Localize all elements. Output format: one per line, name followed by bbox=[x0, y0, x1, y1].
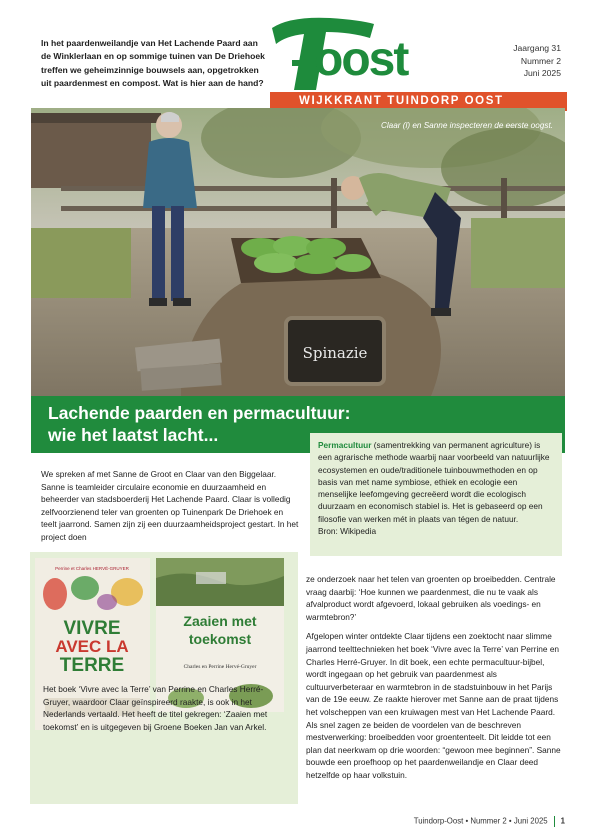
sidebar-term: Permacultuur bbox=[318, 440, 372, 450]
logo-dash bbox=[292, 60, 314, 66]
footer-nummer: Nummer 2 bbox=[470, 816, 507, 826]
garden-scene bbox=[31, 108, 565, 396]
article-column-2 bbox=[306, 573, 562, 789]
issue-jaargang: Jaargang 31 bbox=[513, 43, 561, 53]
logo-subtitle-band: WIJKKRANT TUINDORP OOST bbox=[270, 92, 567, 111]
book2-authors: Charles en Perrine Hervé-Gruyer bbox=[183, 664, 257, 670]
sidebar-text: (samentrekking van permanent agriculture) is een agrarische methode waarbij naar voorbeeld van natuurlijke ecosystemen en oude/traditionele tuinbouwmethoden en op basis van met name symbiose, ethiek en ecologie een menselijke leefomgeving gecreëerd wordt die ecologisch duurzaam en economisch stabiel is. Het is gebaseerd op een filosofie van werken mét in plaats van tégen de natuur. bbox=[318, 440, 550, 524]
intro-text: In het paardenweilandje van Het Lachende Paard aan de Winklerlaan en op sommige tuinen van De Driehoek treffen we geheimzinnige bouwsels aan, opgetrokken uit paardenmest en compost. Wat is hier aan de hand? bbox=[41, 38, 265, 88]
footer-divider bbox=[554, 816, 555, 827]
issue-nummer: Nummer 2 bbox=[520, 55, 561, 66]
column-2-paragraph-1: ze onderzoek naar het telen van groenten op broeibedden. Centrale vraag daarbij: ‘Hoe kunnen we paardenmest, die nu te vaak als afvalproduct wordt afgevoerd, lokaal gebruiken als voedings- en warmtebron?’ bbox=[306, 574, 556, 622]
chalkboard-sign-text: Spinazie bbox=[302, 344, 368, 362]
logo-wordmark: oost bbox=[314, 33, 408, 86]
lead-photo bbox=[31, 108, 565, 396]
book1-title-2: AVEC LA bbox=[55, 637, 129, 656]
column-2-paragraph-2: Afgelopen winter ontdekte Claar tijdens een zoektocht naar slimme jaarrond teelttechnieken het boek ‘Vivre avec la Terre’ van Perrine en Charles Herré-Gruyer. In dit boek, een echte permacultuur-bijbel, wordt ingegaan op het gebruik van paardenmest als cultuurverbeteraar en warmtebron in de stadstuinbouw in het Parijs van de 19e eeuw. Ze raakte hierover met Sanne aan de praat tijdens het volscheppen van een kruiwagen mest van Het Lachende Paard. Als snel zagen ze beiden de voordelen van de beschreven mestverwerking: broeibedden voor groententeelt. Dit leidde tot een plan dat neerkwam op drie woorden: “gewoon mee beginnen”. Sanne bouwde een proefhoop op het paardenweilandje en Claar deed hetzelfde op haar volkstuin. bbox=[306, 631, 561, 780]
sidebar-source: Bron: Wikipedia bbox=[318, 526, 377, 537]
photo-caption: Claar (l) en Sanne inspecteren de eerste oogst. bbox=[380, 121, 553, 130]
book1-authors: Perrine et Charles HERVÉ-GRUYER bbox=[55, 566, 129, 571]
book1-title-3: TERRE bbox=[59, 655, 125, 676]
issue-info bbox=[513, 42, 561, 80]
footer-bullet-2: • bbox=[508, 816, 512, 826]
book-box bbox=[30, 552, 298, 804]
page-number: 1 bbox=[560, 816, 565, 826]
footer-name: Tuindorp-Oost bbox=[413, 816, 464, 826]
book1-title-1: VIVRE bbox=[63, 618, 121, 639]
footer-bullet-1: • bbox=[465, 816, 469, 826]
headline-line-1: Lachende paarden en permacultuur: bbox=[48, 403, 351, 423]
book2-title-2: toekomst bbox=[188, 631, 252, 647]
footer-date: Juni 2025 bbox=[513, 816, 548, 826]
book2-title-1: Zaaien met bbox=[183, 613, 257, 629]
page-footer bbox=[414, 816, 565, 827]
issue-date: Juni 2025 bbox=[523, 68, 561, 78]
permacultuur-sidebar bbox=[310, 433, 562, 556]
article-column-1: We spreken af met Sanne de Groot en Claar van den Biggelaar. Sanne is teamleider circulaire economie en duurzaamheid en beheerder van stadsboerderij Het Lachende Paard. Claar is volledig zelfvoorzienend teler van groenten op Tuinenpark De Driehoek en teelt jaarrond. Samen zijn zij een duurzaamheidsproject gestart. In het project doen bbox=[41, 469, 299, 542]
book-caption: Het boek ‘Vivre avec la Terre’ van Perrine en Charles Herré-Gruyer, waardoor Claar geïnspireerd raakte, is ook in het Nederlands vertaald. Het heeft de titel gekregen: ‘Zaaien met toekomst’ en is uitgegeven bij Groene Boeken Jan van Arkel. bbox=[43, 684, 268, 732]
headline-line-2: wie het laatst lacht... bbox=[48, 425, 219, 445]
